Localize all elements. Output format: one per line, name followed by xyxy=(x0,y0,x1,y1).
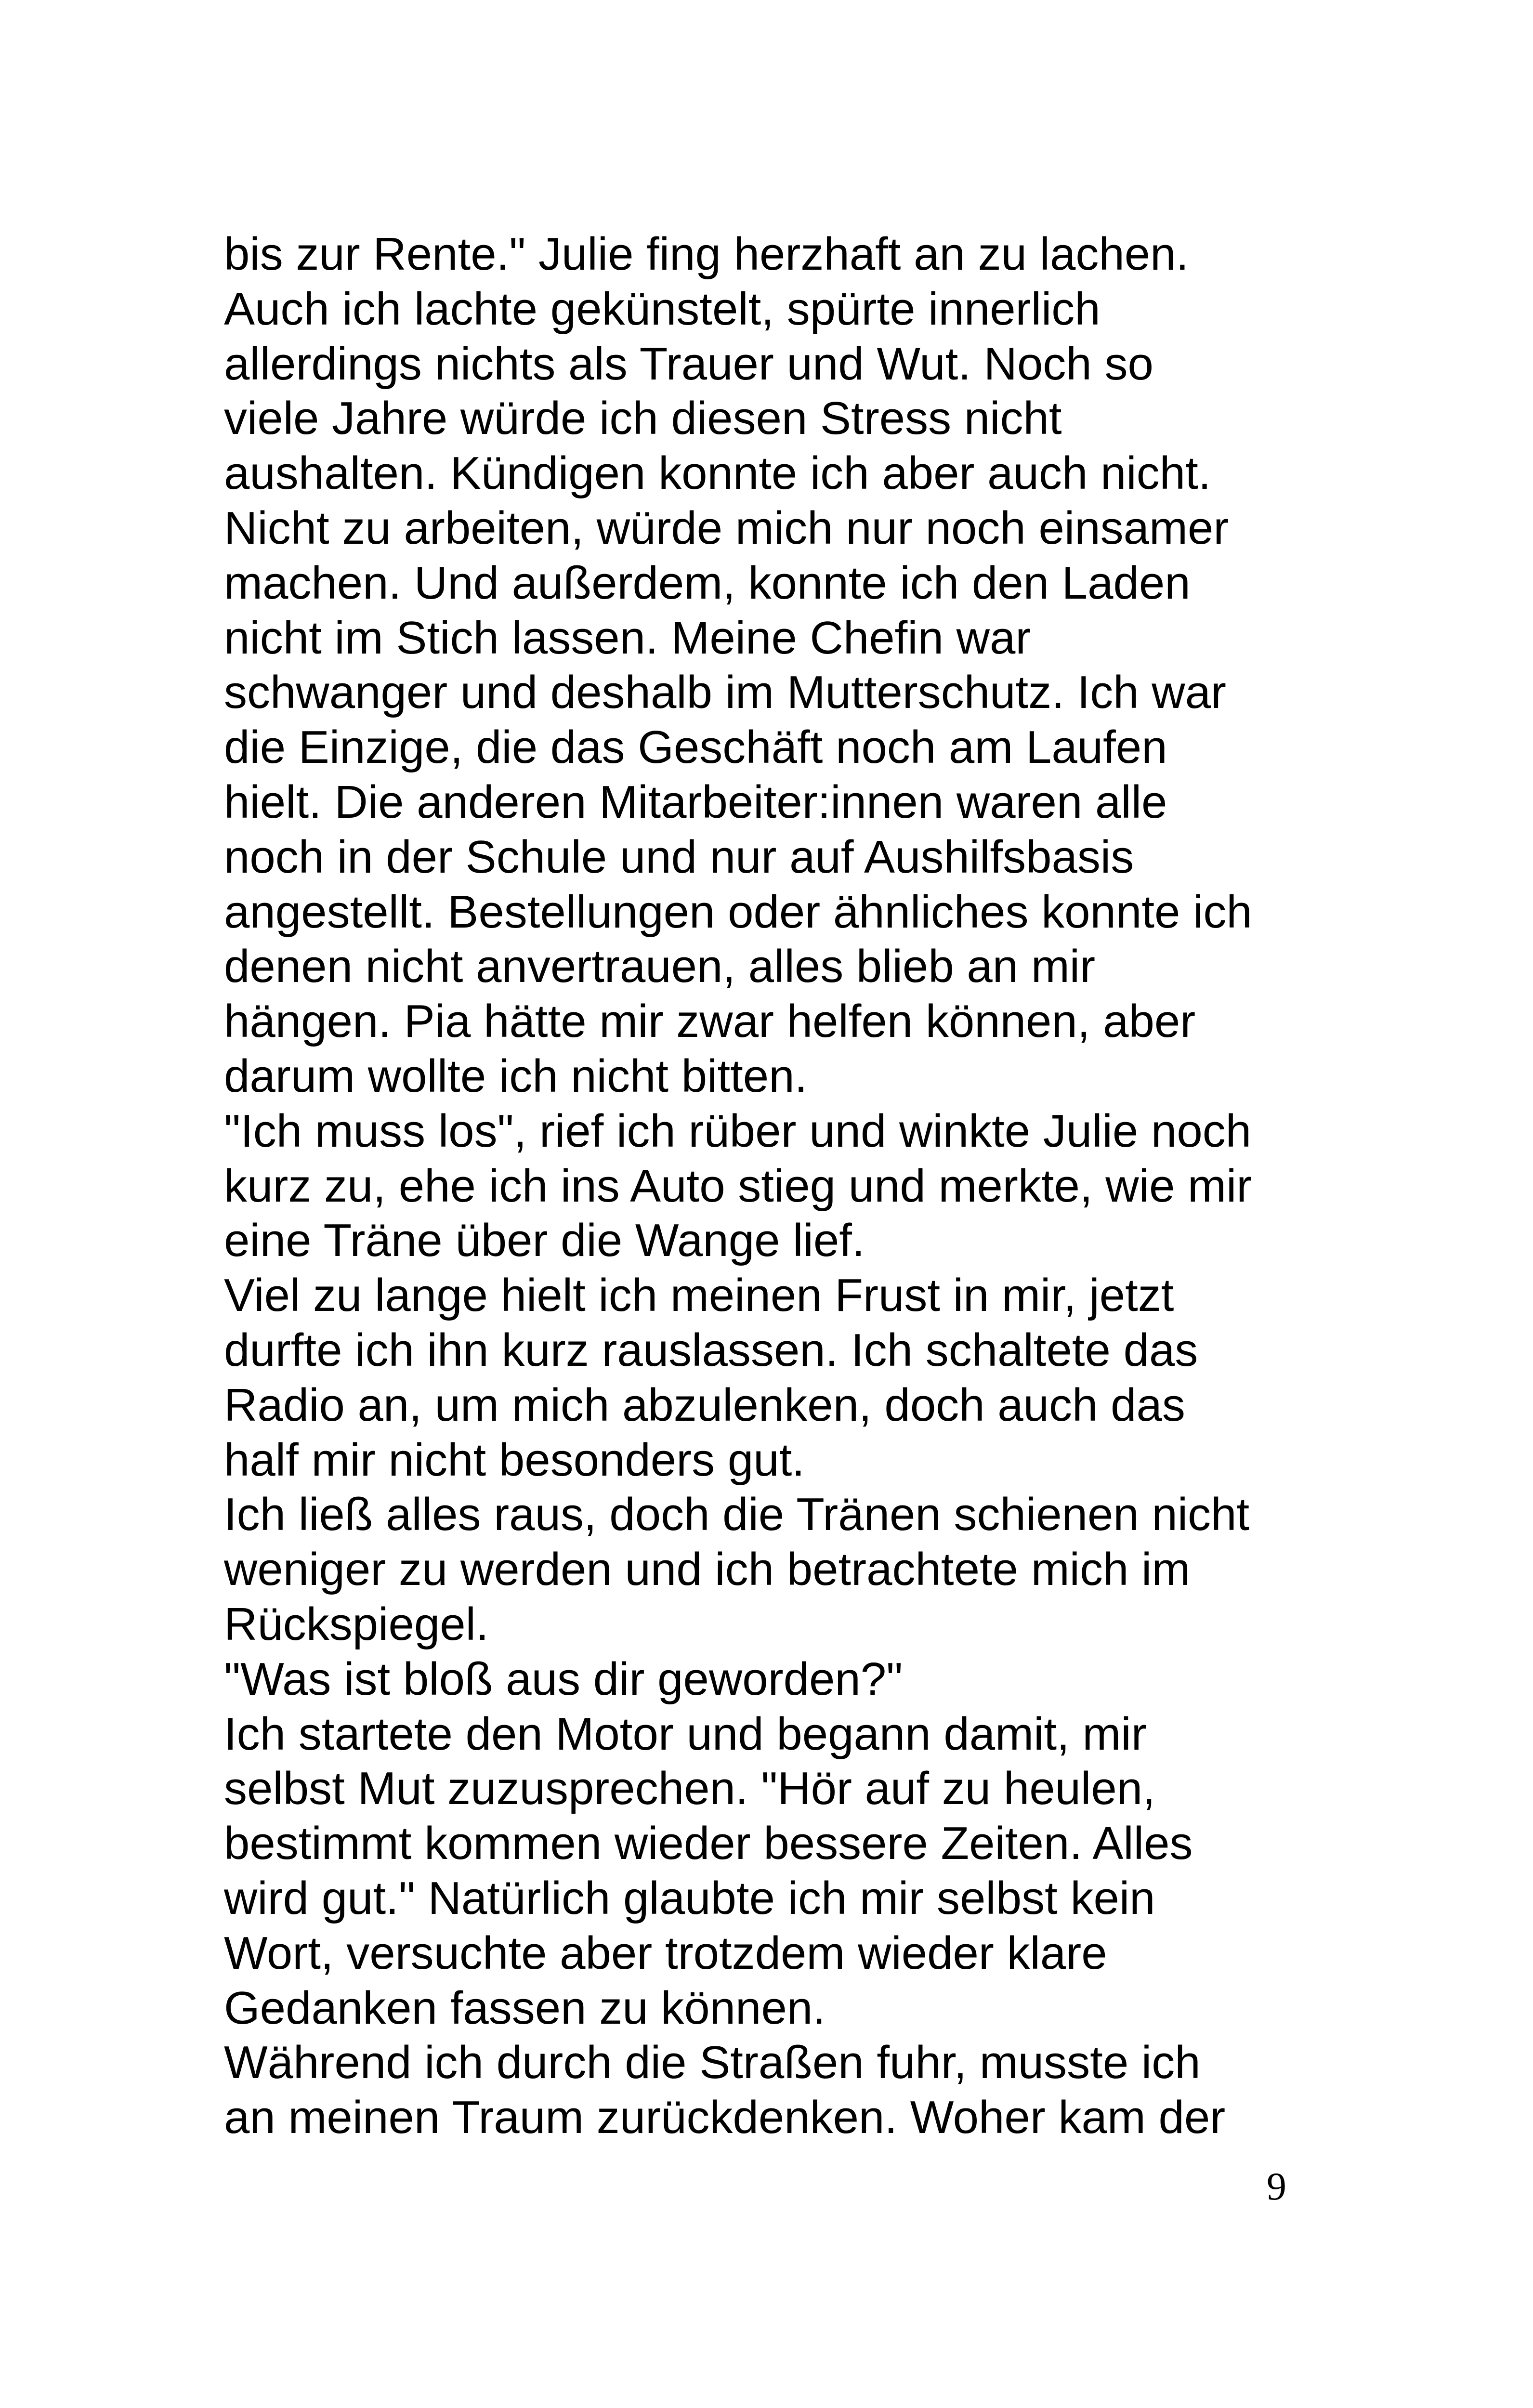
page-number: 9 xyxy=(1267,2164,1286,2208)
text-line: darum wollte ich nicht bitten. xyxy=(224,1050,808,1102)
text-line: machen. Und außerdem, konnte ich den Laden xyxy=(224,557,1191,609)
text-line: Viel zu lange hielt ich meinen Frust in mir, jetzt xyxy=(224,1269,1174,1322)
body-text xyxy=(224,227,1346,2145)
text-line: durfte ich ihn kurz rauslassen. Ich schaltete das xyxy=(224,1324,1198,1376)
text-line: noch in der Schule und nur auf Aushilfsbasis xyxy=(224,831,1134,883)
text-line: viele Jahre würde ich diesen Stress nicht xyxy=(224,393,1062,445)
text-line: wird gut." Natürlich glaubte ich mir selbst kein xyxy=(224,1872,1155,1924)
text-line: schwanger und deshalb im Mutterschutz. Ich war xyxy=(224,667,1226,719)
text-line: Ich startete den Motor und begann damit, mir xyxy=(224,1708,1147,1760)
text-line: denen nicht anvertrauen, alles blieb an mir xyxy=(224,941,1096,993)
text-line: selbst Mut zuzusprechen. "Hör auf zu heulen, xyxy=(224,1763,1155,1815)
text-line: aushalten. Kündigen konnte ich aber auch nicht. xyxy=(224,447,1211,499)
text-line: angestellt. Bestellungen oder ähnliches konnte ich xyxy=(224,886,1252,938)
text-line: "Was ist bloß aus dir geworden?" xyxy=(224,1653,903,1705)
text-line: Rückspiegel. xyxy=(224,1598,489,1650)
text-line: kurz zu, ehe ich ins Auto stieg und merkte, wie mir xyxy=(224,1160,1252,1212)
text-line: Nicht zu arbeiten, würde mich nur noch einsamer xyxy=(224,502,1229,554)
text-line: eine Träne über die Wange lief. xyxy=(224,1215,865,1267)
text-line: Ich ließ alles raus, doch die Tränen schienen nicht xyxy=(224,1489,1250,1541)
text-line: Radio an, um mich abzulenken, doch auch das xyxy=(224,1379,1185,1431)
text-line: nicht im Stich lassen. Meine Chefin war xyxy=(224,612,1031,664)
text-line: bis zur Rente." Julie fing herzhaft an zu lachen. xyxy=(224,228,1189,280)
text-line: die Einzige, die das Geschäft noch am Laufen xyxy=(224,721,1167,773)
text-line: Gedanken fassen zu können. xyxy=(224,1982,825,2034)
text-line: bestimmt kommen wieder bessere Zeiten. Alles xyxy=(224,1818,1193,1870)
text-line: Auch ich lachte gekünstelt, spürte innerlich xyxy=(224,283,1101,335)
text-line: an meinen Traum zurückdenken. Woher kam der xyxy=(224,2092,1226,2144)
text-line: weniger zu werden und ich betrachtete mich im xyxy=(224,1544,1191,1596)
text-line: "Ich muss los", rief ich rüber und winkte Julie noch xyxy=(224,1105,1252,1157)
text-line: hielt. Die anderen Mitarbeiter:innen waren alle xyxy=(224,776,1167,828)
text-line: Wort, versuchte aber trotzdem wieder klare xyxy=(224,1927,1107,1979)
text-line: half mir nicht besonders gut. xyxy=(224,1434,805,1486)
text-line: hängen. Pia hätte mir zwar helfen können, aber xyxy=(224,995,1196,1047)
text-line: allerdings nichts als Trauer und Wut. Noch so xyxy=(224,338,1153,390)
text-line: Während ich durch die Straßen fuhr, musste ich xyxy=(224,2037,1201,2089)
